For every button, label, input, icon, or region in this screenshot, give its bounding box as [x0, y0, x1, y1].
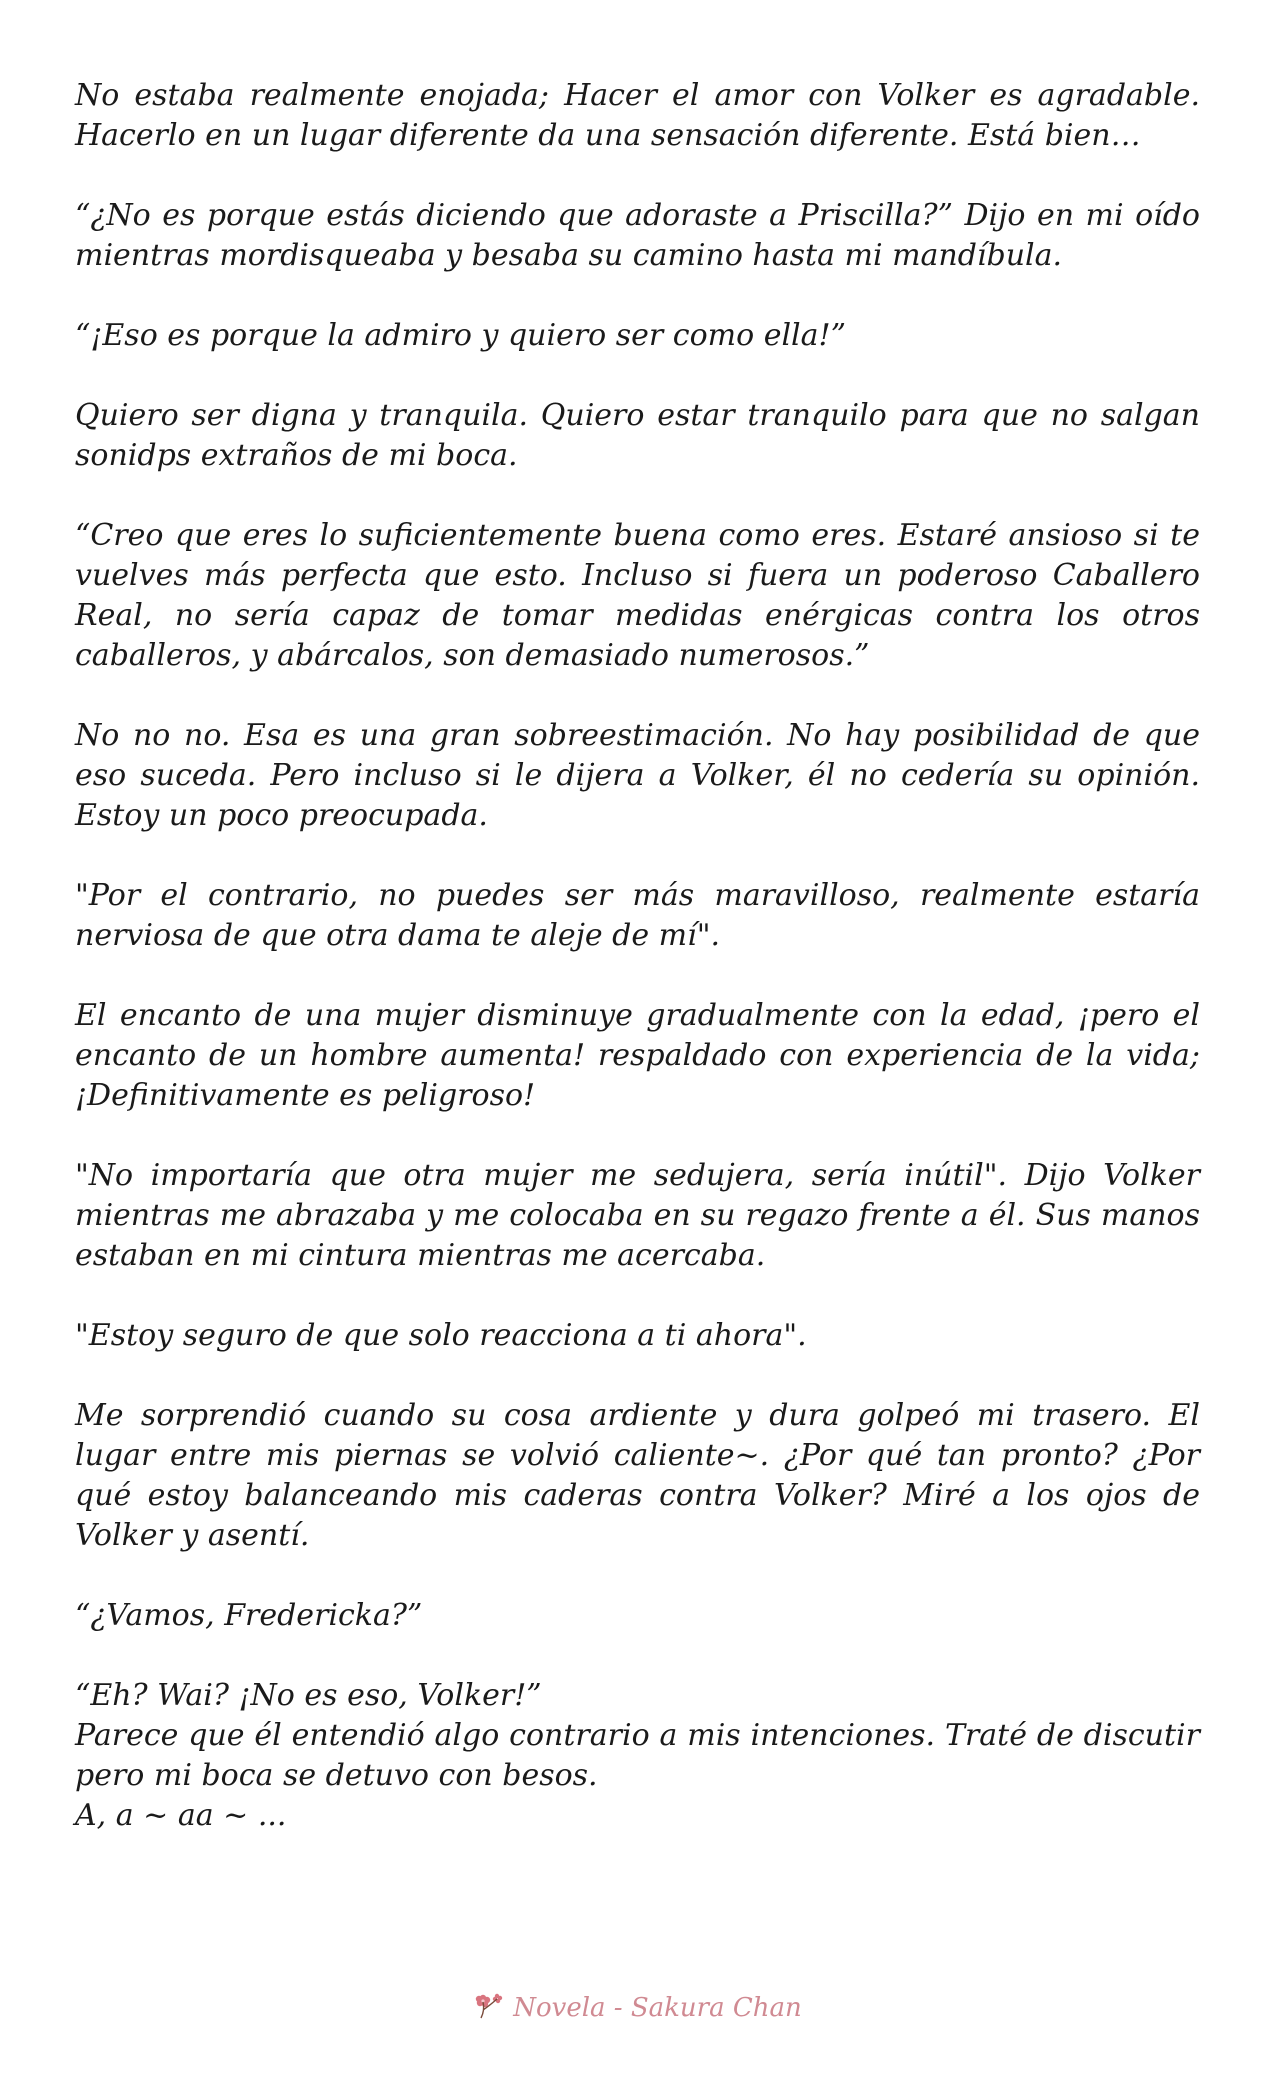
paragraph: Me sorprendió cuando su cosa ardiente y dura golpeó mi trasero. El lugar entre mis piernas se volvió caliente~. ¿Por qué tan pronto? ¿Por qué estoy balanceando mis caderas contra Volker? Miré a los ojos de Volker y asentí.: [75, 1398, 1200, 1553]
paragraph: “Creo que eres lo suficientemente buena como eres. Estaré ansioso si te vuelves más perfecta que esto. Incluso si fuera un poderoso Caballero Real, no sería capaz de tomar medidas enérgicas contra los otros caballeros, y abárcalos, son demasiado numerosos.”: [75, 518, 1200, 673]
paragraph: "No importaría que otra mujer me sedujera, sería inútil". Dijo Volker mientras me abrazaba y me colocaba en su regazo frente a él. Sus manos estaban en mi cintura mientras me acercaba.: [75, 1158, 1200, 1273]
paragraph: "Por el contrario, no puedes ser más maravilloso, realmente estaría nerviosa de que otra dama te aleje de mí".: [75, 878, 1200, 953]
paragraph: No estaba realmente enojada; Hacer el amor con Volker es agradable. Hacerlo en un lugar diferente da una sensación diferente. Está bien…: [75, 78, 1200, 153]
paragraph: A, a ~ aa ~ ...: [75, 1798, 287, 1833]
paragraph: “Eh? Wai? ¡No es eso, Volker!”: [75, 1678, 542, 1713]
paragraph: “¡Eso es porque la admiro y quiero ser como ella!”: [75, 318, 846, 353]
paragraph: Quiero ser digna y tranquila. Quiero estar tranquilo para que no salgan sonidps extraños de mi boca.: [75, 398, 1200, 473]
footer-text: Novela - Sakura Chan: [513, 1993, 802, 2023]
paragraph: Parece que él entendió algo contrario a mis intenciones. Traté de discutir pero mi boca se detuvo con besos.: [75, 1718, 1200, 1793]
paragraph: "Estoy seguro de que solo reacciona a ti ahora".: [75, 1318, 807, 1353]
paragraph: El encanto de una mujer disminuye gradualmente con la edad, ¡pero el encanto de un hombre aumenta! respaldado con experiencia de la vida; ¡Definitivamente es peligroso!: [75, 998, 1200, 1113]
paragraph: “¿Vamos, Fredericka?”: [75, 1598, 423, 1633]
paragraph: No no no. Esa es una gran sobreestimación. No hay posibilidad de que eso suceda. Pero incluso si le dijera a Volker, él no cedería su opinión. Estoy un poco preocupada.: [75, 718, 1200, 833]
paragraph: “¿No es porque estás diciendo que adoraste a Priscilla?” Dijo en mi oído mientras mordisqueaba y besaba su camino hasta mi mandíbula.: [75, 198, 1200, 273]
footer-watermark: [0, 1990, 1275, 2023]
document-body: [75, 76, 1200, 1836]
sakura-flower-icon: [473, 1990, 507, 2020]
